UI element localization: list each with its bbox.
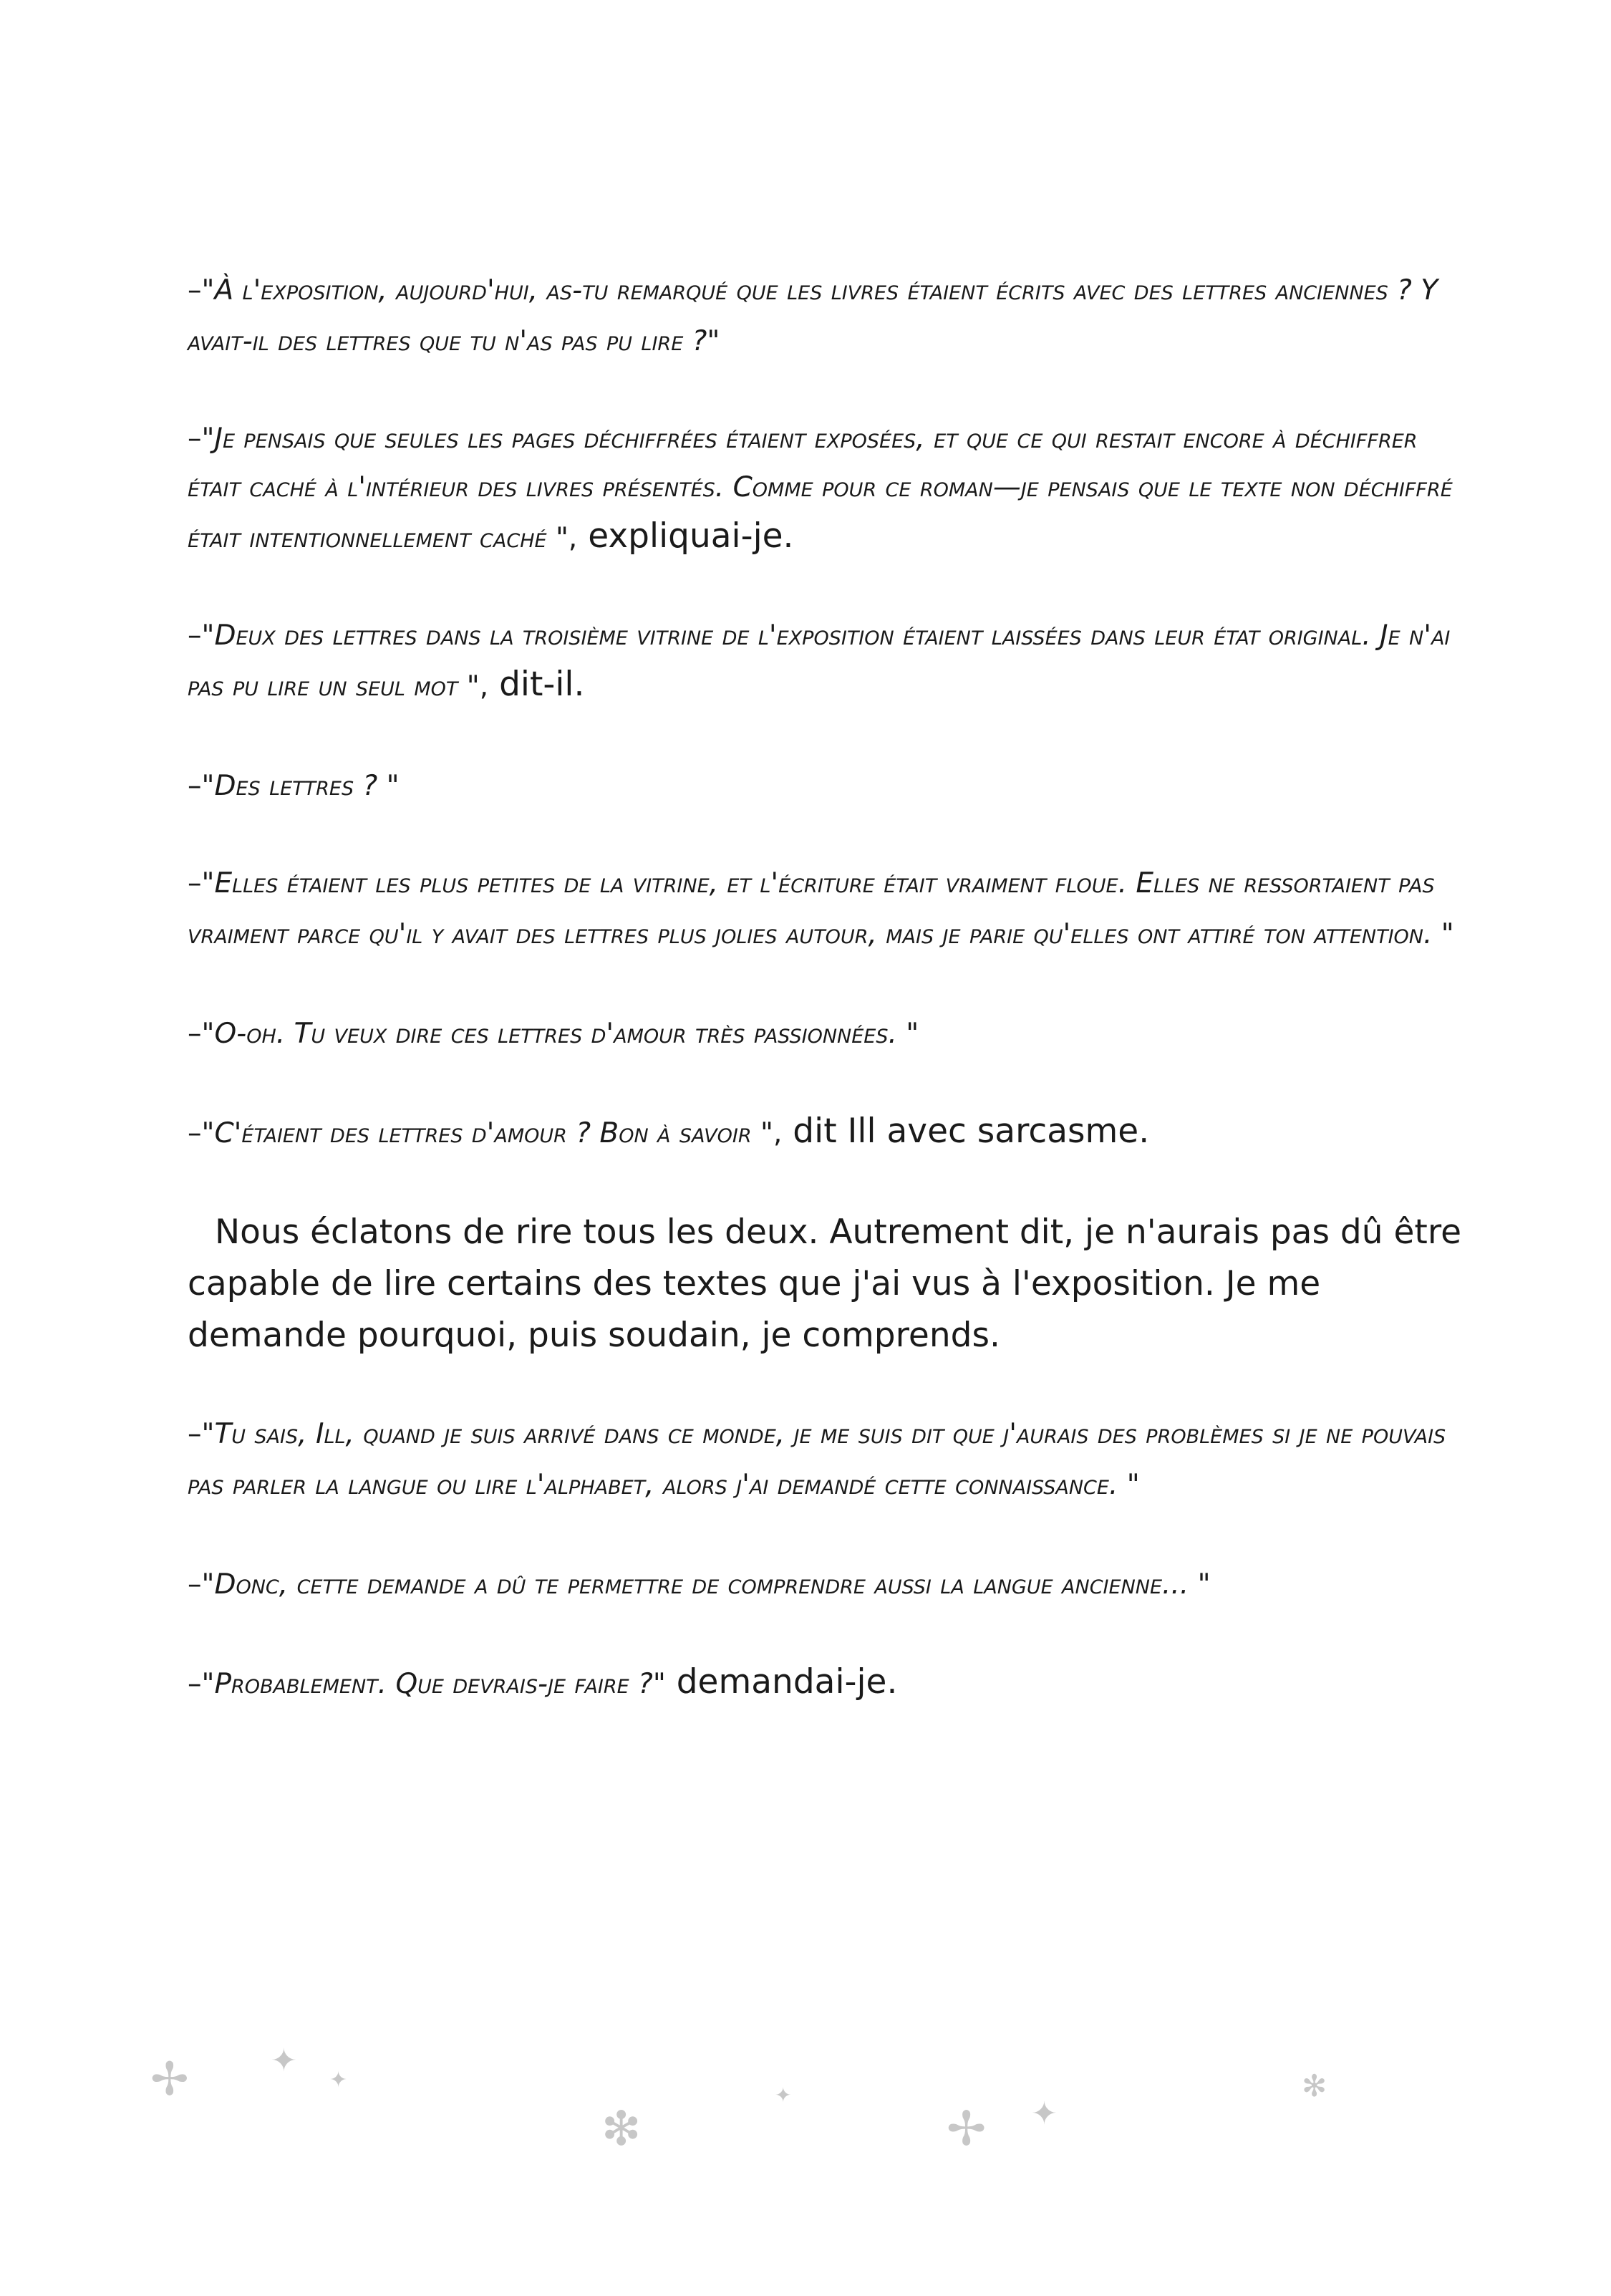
dialogue-paragraph: [188, 760, 1476, 811]
quote-close: ": [377, 770, 400, 802]
quote-close: ",: [751, 1117, 783, 1149]
dialogue-quote: Deux des lettres dans la troisième vitrine de l'exposition étaient laissées dans leur état original. Je n'ai pas pu lire un seul mot: [188, 619, 1451, 703]
dialogue-paragraph: [188, 1410, 1476, 1510]
snowflake-icon: ✻: [1302, 2068, 1327, 2103]
dialogue-quote: Donc, cette demande a dû te permettre de comprendre aussi la langue ancienne...: [214, 1568, 1189, 1601]
dialogue-tag: expliquai-je.: [577, 516, 794, 556]
quote-open: –": [188, 423, 215, 455]
quote-open: –": [188, 1117, 215, 1149]
dialogue-paragraph: [188, 1658, 1476, 1709]
dialogue-quote: Elles étaient les plus petites de la vitrine, et l'écriture était vraiment floue. Elles ne ressortaient pas vraiment parce qu'il y avait des lettres plus jolies autour, mais je parie qu'elles ont attiré ton attention.: [188, 867, 1435, 950]
dialogue-quote: Je pensais que seules les pages déchiffrées étaient exposées, et que ce qui restait encore à déchiffrer était caché à l'intérieur des livres présentés. Comme pour ce roman—je pensais que le texte non déchiffré était intentionnellement caché: [188, 423, 1453, 554]
quote-open: –": [188, 1568, 215, 1601]
dialogue-paragraph: [188, 1558, 1476, 1609]
sparkle-icon: ✦: [1031, 2095, 1058, 2132]
quote-close: ": [896, 1018, 919, 1050]
snowflake-icon: ❇: [601, 2101, 642, 2156]
quote-close: ": [1189, 1568, 1211, 1601]
quote-open: –": [188, 1018, 215, 1050]
page-body: [188, 266, 1476, 1757]
quote-close: ",: [458, 670, 489, 703]
dialogue-tag: demandai-je.: [665, 1662, 898, 1702]
sparkle-icon: ✢: [150, 2053, 189, 2106]
dialogue-tag: dit-il.: [488, 665, 585, 704]
quote-open: –": [188, 770, 215, 802]
dialogue-quote: Probablement. Que devrais-je faire ?: [214, 1668, 653, 1700]
quote-close: ": [707, 325, 720, 357]
narration-paragraph: Nous éclatons de rire tous les deux. Autrement dit, je n'aurais pas dû être capable de lire certains des textes que j'ai vus à l'exposition. Je me demande pourquoi, puis soudain, je comprends.: [188, 1212, 1462, 1355]
quote-open: –": [188, 1418, 215, 1450]
dialogue-quote: À l'exposition, aujourd'hui, as-tu remarqué que les livres étaient écrits avec des lettres anciennes ? Y avait-il des lettres que tu n'as pas pu lire ?: [188, 274, 1438, 357]
dialogue-paragraph: [188, 612, 1476, 711]
sparkle-icon: ✦: [775, 2083, 792, 2107]
dialogue-quote: Tu sais, Ill, quand je suis arrivé dans ce monde, je me suis dit que j'aurais des problèmes si je ne pouvais pas parler la langue ou lire l'alphabet, alors j'ai demandé cette connaissance.: [188, 1418, 1446, 1501]
dialogue-paragraph: [188, 266, 1476, 366]
quote-close: ": [1118, 1469, 1140, 1501]
quote-close: ": [1432, 918, 1454, 950]
dialogue-quote: O-oh. Tu veux dire ces lettres d'amour très passionnées.: [214, 1018, 897, 1050]
dialogue-paragraph: [188, 1008, 1476, 1058]
sparkle-icon: ✦: [329, 2068, 348, 2093]
quote-open: –": [188, 274, 215, 307]
dialogue-quote: C'étaient des lettres d'amour ? Bon à savoir: [214, 1117, 752, 1149]
quote-close: ": [652, 1668, 666, 1700]
quote-open: –": [188, 619, 215, 652]
quote-open: –": [188, 1668, 215, 1700]
quote-open: –": [188, 867, 215, 899]
sparkle-icon: ✢: [947, 2101, 987, 2156]
dialogue-paragraph: [188, 1107, 1476, 1158]
dialogue-paragraph: [188, 859, 1476, 959]
quote-close: ",: [546, 522, 578, 554]
dialogue-paragraph: [188, 415, 1476, 563]
sparkle-icon: ✦: [271, 2042, 297, 2079]
dialogue-tag: dit Ill avec sarcasme.: [782, 1111, 1150, 1151]
dialogue-quote: Des lettres ?: [214, 770, 378, 802]
